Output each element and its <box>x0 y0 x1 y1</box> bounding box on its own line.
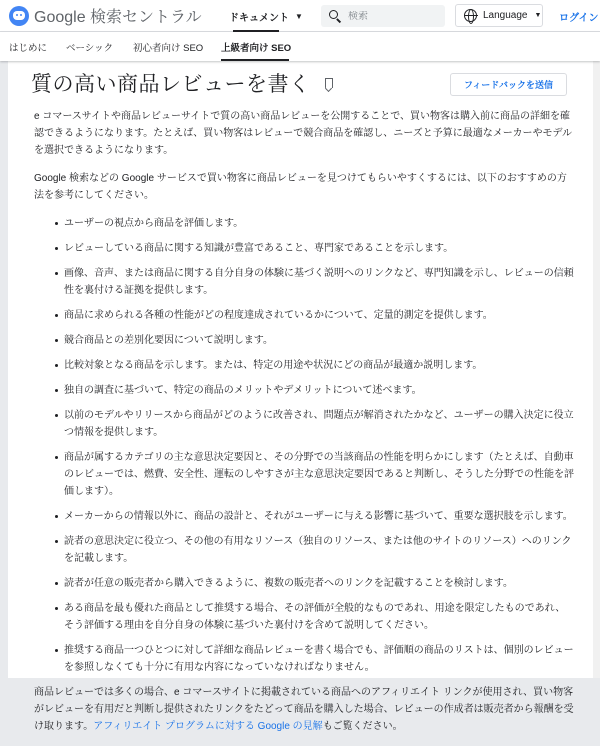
search-input[interactable] <box>348 11 438 22</box>
title-row <box>31 68 333 98</box>
list-item: 比較対象となる商品を示します。または、特定の用途や状況にどの商品が最適か説明します。 <box>55 357 574 374</box>
list-item: 独自の調査に基づいて、特定の商品のメリットやデメリットについて述べます。 <box>55 382 574 399</box>
list-item: メーカーからの情報以外に、商品の設計と、それがユーザーに与える影響に基づいて、重要な選択肢を示します。 <box>55 508 574 525</box>
list-item: 読者が任意の販売者から購入できるように、複数の販売者へのリンクを記載することを検討します。 <box>55 575 574 592</box>
list-item: ユーザーの視点から商品を評価します。 <box>55 215 574 232</box>
bookmark-icon[interactable] <box>325 78 333 88</box>
top-bar <box>0 0 600 32</box>
send-feedback-button[interactable]: フィードバックを送信 <box>450 73 567 96</box>
globe-icon <box>464 9 477 22</box>
section-tabs <box>0 32 600 61</box>
search-box[interactable] <box>321 5 445 27</box>
site-logo[interactable] <box>9 4 202 27</box>
language-label: Language <box>483 10 528 21</box>
list-item: 商品が属するカテゴリの主な意思決定要因と、その分野での当該商品の性能を明らかにします（たとえば、自動車のレビューでは、燃費、安全性、運転のしやすさが主な意思決定要因であると判断し、そうした分野での性能を評価します）。 <box>55 449 574 500</box>
tab-getting-started[interactable]: はじめに <box>9 42 48 54</box>
intro-paragraph: e コマースサイトや商品レビューサイトで質の高い商品レビューを公開することで、買い物客は購入前に商品の詳細を確認できるようになります。たとえば、買い物客はレビューで競合商品を確認し、ニーズと予算に最適なメーカーやモデルを選択できるようになります。 <box>34 111 572 156</box>
intro-paragraph: Google 検索などの Google サービスで買い物客に商品レビューを見つけてもらいやすくするには、以下のおすすめの方法を参考にしてください。 <box>34 173 567 201</box>
best-practices-list <box>34 215 574 676</box>
page-scrollbar[interactable] <box>593 61 600 678</box>
search-central-logo-icon <box>9 6 29 26</box>
docs-menu[interactable] <box>229 0 303 32</box>
closing-paragraph: 商品レビューでは多くの場合、e コマースサイトに掲載されている商品へのアフィリエイト リンクが使用され、買い物客がレビューを有用だと判断し提供されたリンクをたどって商品を購入した場合、レビューの作成者は販売者から報酬を受け取ります。アフィリエイト プログラムに対する Google の見解もご覧ください。 <box>34 687 574 732</box>
language-selector[interactable] <box>455 4 543 27</box>
page-title: 質の高い商品レビューを書く <box>31 73 311 96</box>
docs-menu-label: ドキュメント <box>229 12 289 24</box>
list-item: レビューしている商品に関する知識が豊富であること、専門家であることを示します。 <box>55 240 574 257</box>
list-item: 読者の意思決定に役立つ、その他の有用なリソース（独自のリソース、または他のサイトのリソース）へのリンクを記載します。 <box>55 533 574 567</box>
logo-text: Google 検索セントラル <box>34 9 202 26</box>
list-item: ある商品を最も優れた商品として推奨する場合、その評価が全般的なものであれ、用途を限定したものであれ、そう評価する理由を自分自身の体験に基づいた裏付けを含めて説明してください。 <box>55 600 574 634</box>
tab-basics[interactable]: ベーシック <box>66 42 114 54</box>
caret-down-icon: ▼ <box>295 11 303 21</box>
list-item: 商品に求められる各種の性能がどの程度達成されているかについて、定量的測定を提供します。 <box>55 307 574 324</box>
list-item: 画像、音声、または商品に関する自分自身の体験に基づく説明へのリンクなど、専門知識を示し、レビューの信頼性を裏付ける証拠を提供します。 <box>55 265 574 299</box>
list-item: 競合商品との差別化要因について説明します。 <box>55 332 574 349</box>
list-item: 推奨する商品一つひとつに対して詳細な商品レビューを書く場合でも、評価順の商品のリストは、個別のレビューを参照しなくても十分に有用な内容になっていなければなりません。 <box>55 642 574 676</box>
article-page <box>8 61 593 732</box>
caret-down-icon: ▼ <box>534 12 542 19</box>
search-icon <box>328 9 342 23</box>
tab-advanced-seo[interactable]: 上級者向け SEO <box>221 32 291 61</box>
tab-beginner-seo[interactable]: 初心者向け SEO <box>133 42 204 54</box>
article-body <box>34 108 574 746</box>
affiliate-program-link[interactable]: アフィリエイト プログラムに対する Google の見解 <box>93 721 323 732</box>
list-item: 以前のモデルやリリースから商品がどのように改善され、問題点が解消されたかなど、ユーザーの購入決定に役立つ情報を提供します。 <box>55 407 574 441</box>
login-link[interactable]: ログイン <box>559 12 599 24</box>
